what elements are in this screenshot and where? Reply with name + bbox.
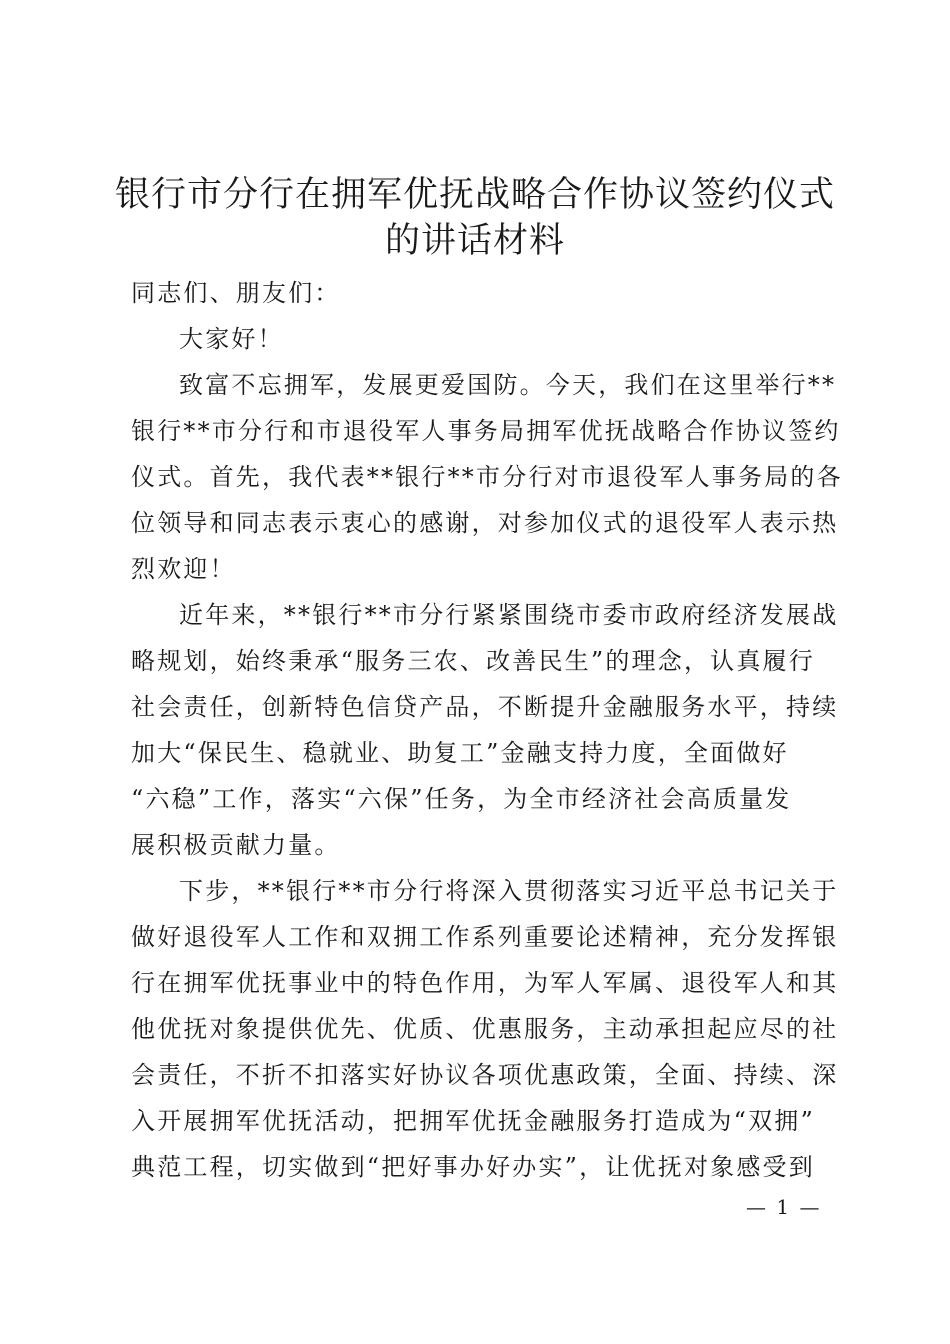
paragraph-2-line: 社会责任，创新特色信贷产品，不断提升金融服务水平，持续 bbox=[131, 693, 839, 721]
paragraph-3-line: 做好退役军人工作和双拥工作系列重要论述精神，充分发挥银 bbox=[131, 923, 839, 951]
paragraph-3-line: 会责任，不折不扣落实好协议各项优惠政策，全面、持续、深 bbox=[131, 1061, 839, 1089]
paragraph-3-line: 行在拥军优抚事业中的特色作用，为军人军属、退役军人和其 bbox=[131, 969, 839, 997]
paragraph-1-line: 烈欢迎！ bbox=[131, 555, 236, 583]
document-title-line-1: 银行市分行在拥军优抚战略合作协议签约仪式 bbox=[114, 175, 835, 215]
paragraph-2-line: 展积极贡献力量。 bbox=[131, 831, 341, 859]
greeting: 大家好！ bbox=[179, 325, 284, 353]
paragraph-3-line: 他优抚对象提供优先、优质、优惠服务，主动承担起应尽的社 bbox=[131, 1015, 839, 1043]
paragraph-2-line: 略规划，始终秉承“服务三农、改善民生”的理念，认真履行 bbox=[131, 647, 815, 675]
paragraph-3-line: 入开展拥军优抚活动，把拥军优抚金融服务打造成为“双拥” bbox=[131, 1107, 815, 1135]
paragraph-1-line: 银行**市分行和市退役军人事务局拥军优抚战略合作协议签约 bbox=[131, 417, 841, 445]
paragraph-2-line: “六稳”工作，落实“六保”任务，为全市经济社会高质量发 bbox=[131, 785, 792, 813]
paragraph-1-line: 致富不忘拥军，发展更爱国防。今天，我们在这里举行** bbox=[179, 371, 837, 399]
document-title-line-2: 的讲话材料 bbox=[384, 221, 565, 261]
page-number: — 1 — bbox=[746, 1195, 822, 1219]
paragraph-3-line: 典范工程，切实做到“把好事办好办实”，让优抚对象感受到 bbox=[131, 1153, 815, 1181]
paragraph-2-line: 近年来，**银行**市分行紧紧围绕市委市政府经济发展战 bbox=[179, 601, 839, 629]
paragraph-1-line: 位领导和同志表示衷心的感谢，对参加仪式的退役军人表示热 bbox=[131, 509, 839, 537]
salutation: 同志们、朋友们： bbox=[131, 279, 341, 307]
paragraph-2-line: 加大“保民生、稳就业、助复工”金融支持力度，全面做好 bbox=[131, 739, 789, 767]
paragraph-1-line: 仪式。首先，我代表**银行**市分行对市退役军人事务局的各 bbox=[131, 463, 843, 491]
paragraph-3-line: 下步，**银行**市分行将深入贯彻落实习近平总书记关于 bbox=[179, 877, 839, 905]
